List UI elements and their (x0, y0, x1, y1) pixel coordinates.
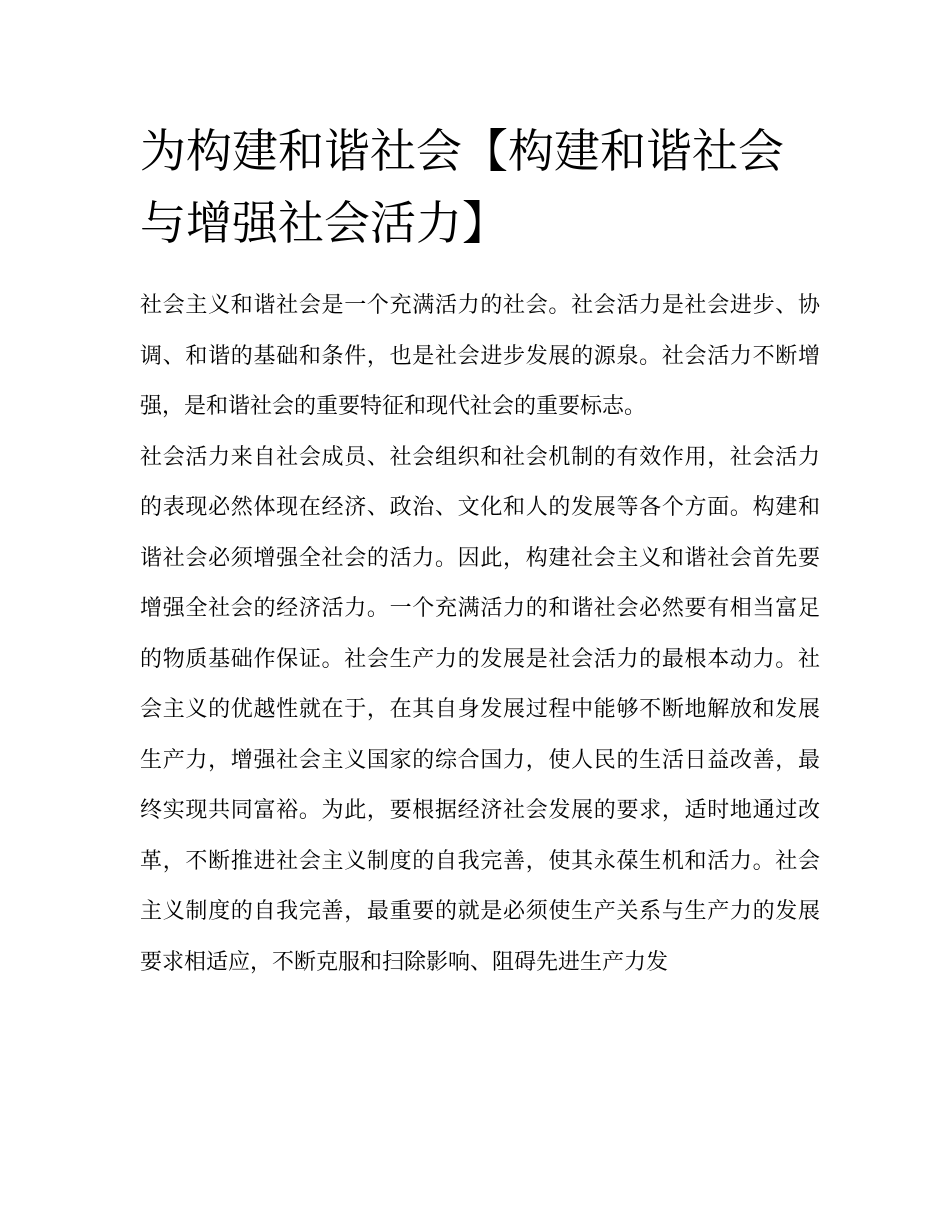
document-title: 为构建和谐社会【构建和谐社会与增强社会活力】 (140, 124, 784, 250)
body-paragraph: 社会活力来自社会成员、社会组织和社会机制的有效作用，社会活力的表现必然体现在经济、政治、文化和人的发展等各个方面。构建和谐社会必须增强全社会的活力。因此，构建社会主义和谐社会首先要增强全社会的经济活力。一个充满活力的和谐社会必然要有相当富足的物质基础作保证。社会生产力的发展是社会活力的最根本动力。社会主义的优越性就在于，在其自身发展过程中能够不断地解放和发展生产力，增强社会主义国家的综合国力，使人民的生活日益改善，最终实现共同富裕。为此，要根据经济社会发展的要求，适时地通过改革，不断推进社会主义制度的自我完善，使其永葆生机和活力。社会主义制度的自我完善，最重要的就是必须使生产关系与生产力的发展要求相适应，不断克服和扫除影响、阻碍先进生产力发 (140, 444, 820, 975)
body-paragraph: 社会主义和谐社会是一个充满活力的社会。社会活力是社会进步、协调、和谐的基础和条件，也是社会进步发展的源泉。社会活力不断增强，是和谐社会的重要特征和现代社会的重要标志。 (140, 293, 820, 419)
document-body (140, 281, 820, 988)
